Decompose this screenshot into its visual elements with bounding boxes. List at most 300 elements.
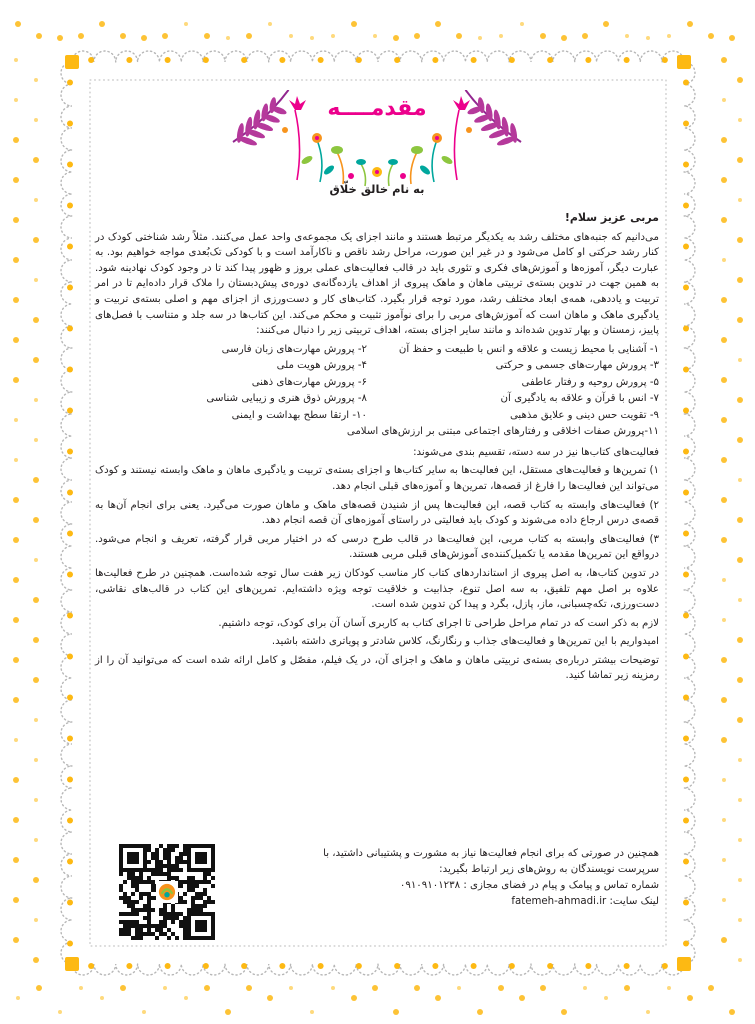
qr-cell <box>211 936 215 940</box>
frame-dot <box>394 963 400 969</box>
decor-dot <box>13 377 19 383</box>
decor-dot <box>34 198 38 202</box>
decor-dot <box>737 77 743 83</box>
frame-dot <box>683 408 689 414</box>
frame-dot <box>318 57 324 63</box>
frame-dot <box>471 963 477 969</box>
design-paragraph: در تدوین کتاب‌ها، به اصل پیروی از استانداردهای کتاب کار مناسب کودکان زیر هفت سال توجه شده‌است. همچنین در طرح فعالیت‌ها علاوه بر اصل مهم تلفیق، به سه اصل تنوع، جذابیت و خلاقیت توجه ویژه داشته‌ایم. تمرین‌های این کتاب در قالب‌های نقاشی، دست‌ورزی، تکه‌چسبانی، ماز، پازل، بگرد و پیدا کن تدوین شده است. <box>95 567 659 611</box>
frame-dot <box>683 736 689 742</box>
qr-cell <box>207 936 211 940</box>
decor-dot <box>33 597 39 603</box>
frame-dot <box>67 900 73 906</box>
frame-dot <box>683 531 689 537</box>
decor-dot <box>721 137 727 143</box>
frame-corner <box>65 957 79 971</box>
goal-item: ۲- پرورش مهارت‌های زبان فارسی <box>221 343 367 355</box>
heading-area <box>95 82 659 212</box>
decor-dot <box>120 985 126 991</box>
frame-dot <box>683 367 689 373</box>
qr-logo-icon <box>156 881 178 903</box>
frame-dot <box>67 244 73 250</box>
qr-cell <box>131 936 135 940</box>
frame-dot <box>683 941 689 947</box>
decor-dot <box>722 578 726 582</box>
hope-paragraph: امیدواریم با این تمرین‌ها و فعالیت‌های جذاب و رنگارنگ، کلاس شادتر و پویاتری داشته باشید. <box>271 636 659 648</box>
qr-cell <box>203 936 207 940</box>
frame-dot <box>624 963 630 969</box>
decor-dot <box>226 36 230 40</box>
frame-dot <box>67 736 73 742</box>
decor-dot <box>57 35 63 41</box>
decor-dot <box>721 57 727 63</box>
decor-dot <box>331 986 335 990</box>
frame-dot <box>683 613 689 619</box>
frame-dot <box>547 57 553 63</box>
qr-cell <box>143 936 147 940</box>
decor-dot <box>738 878 742 882</box>
frame-dot <box>67 654 73 660</box>
decor-dot <box>722 858 726 862</box>
decor-dot <box>34 118 38 122</box>
frame-dot <box>683 203 689 209</box>
qr-cell <box>179 936 183 940</box>
decor-dot <box>737 277 743 283</box>
decor-dot <box>79 986 83 990</box>
decor-dot <box>393 1009 399 1015</box>
decor-dot <box>457 986 461 990</box>
goal-item: ۶- پرورش مهارت‌های ذهنی <box>251 376 367 388</box>
decor-dot <box>583 986 587 990</box>
frame-dot <box>67 859 73 865</box>
decor-dot <box>310 1010 314 1014</box>
frame-dot <box>547 963 553 969</box>
decor-dot <box>13 177 19 183</box>
decor-dot <box>246 985 252 991</box>
decor-dot <box>372 985 378 991</box>
decor-dot <box>393 35 399 41</box>
decor-dot <box>603 21 609 27</box>
decor-dot <box>721 457 727 463</box>
frame-dot <box>241 963 247 969</box>
qr-cell <box>195 936 199 940</box>
intro-paragraph: می‌دانیم که جنبه‌های مختلف رشد به یکدیگر مرتبط هستند و مانند اجزای یک مجموعه‌ی واحد عمل می‌کنند. مثلاً رشد شناختی کودک در کنار رشد حرکتی او کامل می‌شود و در غیر این صورت، مراحل رشد ناقص و ناکارآمد است و با کودکی تک‌بُعدی مواجه خواهیم بود. به عبارت دیگر، آموزه‌ها و آموزش‌های فکری و تئوری باید در قالب فعالیت‌های عملی بروز و ظهور پیدا کند تا در وجود کودک نهادینه شود. به همین جهت در تدوین بسته‌ی تربیتی ماهان و ماهک پیروی از اهداف یازده‌گانه‌ی دوره‌ی پیش‌دبستان را ملاک قرار داده‌ایم تا در امر تربیت و یاددهی، همه‌ی ابعاد مختلف رشد، مورد توجه قرار بگیرد. کتاب‌های کار و دست‌ورزی از اجزای مهم و اصلی بسته‌ی تربیت و یادگیری ماهک و ماهان است که آموزش‌های مربی را برای نوآموز تثبیت و محکم می‌کند. این کتاب‌ها در سه جلد و متناسب با فصل‌های پاییز، زمستان و بهار تدوین شده‌اند و مانند سایر اجزای بسته، اهداف تربیتی زیر را دنبال می‌کنند: <box>95 231 659 337</box>
decor-dot <box>34 838 38 842</box>
frame-dot <box>279 963 285 969</box>
decor-dot <box>13 577 19 583</box>
contact-site-row <box>279 894 659 910</box>
decor-dot <box>738 958 742 962</box>
decor-dot <box>721 697 727 703</box>
decor-dot <box>738 198 742 202</box>
frame-dot <box>683 244 689 250</box>
decor-dot <box>13 217 19 223</box>
decor-dot <box>721 377 727 383</box>
decor-dot <box>13 337 19 343</box>
decor-dot <box>331 34 335 38</box>
phone-label: شماره تماس و پیامک و پیام در فضای مجازی : <box>463 880 659 891</box>
frame-dot <box>67 531 73 537</box>
frame-dot <box>241 57 247 63</box>
decor-dot <box>34 78 38 82</box>
decor-dot <box>737 517 743 523</box>
frame-dot <box>88 57 94 63</box>
qr-cell <box>163 936 167 940</box>
decor-dot <box>729 35 735 41</box>
decor-dot <box>33 237 39 243</box>
decor-dot <box>737 397 743 403</box>
goal-item: ۵- پرورش روحیه و رفتار عاطفی <box>521 376 659 388</box>
decor-dot <box>737 717 743 723</box>
frame-dot <box>683 654 689 660</box>
decor-dot <box>737 557 743 563</box>
decor-dot <box>15 21 21 27</box>
qr-cell <box>191 936 195 940</box>
decor-dot <box>351 995 357 1001</box>
decor-dot <box>624 985 630 991</box>
frame-dot <box>67 449 73 455</box>
decor-dot <box>646 1010 650 1014</box>
decor-dot <box>722 778 726 782</box>
frame-dot <box>203 963 209 969</box>
decor-dot <box>310 36 314 40</box>
decor-dot <box>36 33 42 39</box>
goal-item: ۸- پرورش ذوق هنری و زیبایی شناسی <box>206 393 367 405</box>
qr-code-icon[interactable] <box>119 844 215 940</box>
decor-dot <box>721 537 727 543</box>
frame-dot <box>318 963 324 969</box>
body-text <box>95 210 659 687</box>
frame-dot <box>67 490 73 496</box>
decor-dot <box>34 398 38 402</box>
qr-cell <box>183 936 187 940</box>
decor-dot <box>13 777 19 783</box>
frame-dot <box>67 818 73 824</box>
frame-corner <box>677 55 691 69</box>
page-subtitle: به نام خالق خلّاق <box>329 182 425 196</box>
decor-dot <box>13 937 19 943</box>
decor-dot <box>34 438 38 442</box>
qr-cell <box>147 936 151 940</box>
decor-dot <box>414 985 420 991</box>
decor-dot <box>722 618 726 622</box>
frame-dot <box>471 57 477 63</box>
decor-dot <box>34 718 38 722</box>
decor-dot <box>722 98 726 102</box>
decor-dot <box>456 33 462 39</box>
decor-dot <box>267 995 273 1001</box>
frame-dot <box>662 963 668 969</box>
frame-corner <box>677 957 691 971</box>
decor-dot <box>13 297 19 303</box>
qr-cell <box>187 936 191 940</box>
frame-dot <box>683 326 689 332</box>
decor-dot <box>33 877 39 883</box>
decor-dot <box>36 985 42 991</box>
frame-dot <box>67 121 73 127</box>
categories-intro: فعالیت‌های کتاب‌ها نیز در سه دسته، تقسیم بندی می‌شوند: <box>413 446 659 458</box>
decor-dot <box>646 36 650 40</box>
decor-dot <box>58 1010 62 1014</box>
goal-item: ۹- تقویت حس دینی و علایق مذهبی <box>509 409 659 421</box>
frame-dot <box>683 490 689 496</box>
frame-dot <box>203 57 209 63</box>
decor-dot <box>33 637 39 643</box>
decor-dot <box>184 996 188 1000</box>
content <box>95 82 659 952</box>
decor-dot <box>120 33 126 39</box>
decor-dot <box>34 278 38 282</box>
page-title: مقدمــــه <box>327 96 427 121</box>
frame-dot <box>585 57 591 63</box>
decor-dot <box>268 22 272 26</box>
decor-dot <box>520 22 524 26</box>
qr-cell <box>159 936 163 940</box>
category-item: ۲) فعالیت‌های وابسته به کتاب قصه، این فعالیت‌ها پس از شنیدن قصه‌های ماهک و ماهان صورت می‌گیرد. یعنی برای انجام آن‌ها به قصه‌ی درس ارجاع داده می‌شوند و کودک باید فعالیتی در راستای آموزه‌های آن قصه انجام دهد. <box>95 499 659 527</box>
frame-dot <box>683 695 689 701</box>
frame-dot <box>279 57 285 63</box>
frame-dot <box>394 57 400 63</box>
decor-dot <box>78 33 84 39</box>
decor-dot <box>435 995 441 1001</box>
decor-dot <box>729 1009 735 1015</box>
note-paragraph: لازم به ذکر است که در تمام مراحل طراحی تا اجرای کتاب به کاربری آسان آن برای کودک، توجه داشتیم. <box>218 617 659 629</box>
frame-dot <box>356 57 362 63</box>
decor-dot <box>99 21 105 27</box>
contact-block <box>279 846 659 910</box>
decor-dot <box>721 297 727 303</box>
decor-dot <box>721 217 727 223</box>
decor-dot <box>34 798 38 802</box>
frame-dot <box>67 572 73 578</box>
decor-dot <box>721 737 727 743</box>
decor-dot <box>33 517 39 523</box>
frame-dot <box>356 963 362 969</box>
phone-number[interactable]: ۰۹۱۰۹۱۰۱۲۳۸ <box>399 880 461 891</box>
frame-dot <box>88 963 94 969</box>
decor-dot <box>373 34 377 38</box>
decor-dot <box>667 986 671 990</box>
qr-cell <box>171 936 175 940</box>
frame-dot <box>624 57 630 63</box>
goal-item: ۱- آشنایی با محیط زیست و علاقه و انس با طبیعت و حفظ آن <box>398 343 659 355</box>
goal-item: ۱۱-پرورش صفات اخلاقی و رفتارهای اجتماعی مبتنی بر ارزش‌های اسلامی <box>346 426 659 438</box>
frame-dot <box>67 326 73 332</box>
frame-dot <box>683 859 689 865</box>
frame-dot <box>509 963 515 969</box>
more-paragraph: توضیحات بیشتر درباره‌ی بسته‌ی تربیتی ماهان و ماهک و اجزای آن، در یک فیلم، مفصّل و کامل ارائه شده است که می‌توانید آن را از رمزینه زیر تماشا کنید. <box>95 654 659 682</box>
decor-dot <box>14 738 18 742</box>
decor-dot <box>721 337 727 343</box>
qr-cell <box>175 936 179 940</box>
decor-dot <box>708 985 714 991</box>
frame-dot <box>126 57 132 63</box>
decor-dot <box>14 98 18 102</box>
frame-dot <box>662 57 668 63</box>
decor-dot <box>561 35 567 41</box>
decor-dot <box>13 857 19 863</box>
decor-dot <box>14 58 18 62</box>
decor-dot <box>435 21 441 27</box>
decor-dot <box>499 34 503 38</box>
decor-dot <box>477 1009 483 1015</box>
frame-dot <box>67 203 73 209</box>
decor-dot <box>414 33 420 39</box>
decor-dot <box>14 418 18 422</box>
frame-dot <box>432 963 438 969</box>
decor-dot <box>246 33 252 39</box>
site-label: لینک سایت: <box>609 896 659 907</box>
frame-corner <box>65 55 79 69</box>
decor-dot <box>722 818 726 822</box>
decor-dot <box>34 918 38 922</box>
decor-dot <box>519 995 525 1001</box>
frame-dot <box>683 449 689 455</box>
decor-dot <box>737 437 743 443</box>
decor-dot <box>708 33 714 39</box>
decor-dot <box>722 258 726 262</box>
decor-dot <box>738 758 742 762</box>
decor-dot <box>204 985 210 991</box>
frame-dot <box>509 57 515 63</box>
decor-dot <box>13 697 19 703</box>
decor-dot <box>13 537 19 543</box>
decor-dot <box>498 985 504 991</box>
decor-dot <box>142 1010 146 1014</box>
decor-dot <box>33 357 39 363</box>
site-link[interactable]: fatemeh-ahmadi.ir <box>511 896 607 907</box>
decor-dot <box>738 598 742 602</box>
frame-dot <box>67 285 73 291</box>
frame-dot <box>67 777 73 783</box>
frame-dot <box>165 963 171 969</box>
frame-dot <box>165 57 171 63</box>
decor-dot <box>738 798 742 802</box>
goal-item: ۴- پرورش هویت ملی <box>276 360 367 372</box>
decor-dot <box>738 838 742 842</box>
decor-dot <box>14 458 18 462</box>
qr-cell <box>119 936 123 940</box>
frame-dot <box>683 285 689 291</box>
decor-dot <box>625 34 629 38</box>
decor-dot <box>33 477 39 483</box>
decor-dot <box>34 558 38 562</box>
decor-dot <box>289 34 293 38</box>
decor-dot <box>33 157 39 163</box>
qr-cell <box>155 936 159 940</box>
decor-dot <box>738 478 742 482</box>
qr-cell <box>167 936 171 940</box>
goal-item: ۱۰- ارتقا سطح بهداشت و ایمنی <box>231 409 367 421</box>
frame-dot <box>67 162 73 168</box>
decor-dot <box>13 897 19 903</box>
greeting: مربی عزیز سلام! <box>564 211 659 224</box>
frame-dot <box>67 80 73 86</box>
decor-dot <box>13 617 19 623</box>
decor-dot <box>737 157 743 163</box>
decor-dot <box>667 34 671 38</box>
decor-dot <box>204 33 210 39</box>
category-item: ۳) فعالیت‌های وابسته به کتاب مربی، این فعالیت‌ها در قالب طرح درسی که در اختیار مربی قرار گرفته، تعریف و انجام می‌شود. درواقع این تمرین‌ها مقدمه یا تکمیل‌کننده‌ی آموزش‌های قبلی مربی هستند. <box>95 533 659 561</box>
decor-dot <box>737 677 743 683</box>
decor-dot <box>141 35 147 41</box>
decor-dot <box>738 118 742 122</box>
frame-dot <box>683 777 689 783</box>
decor-dot <box>478 36 482 40</box>
decor-dot <box>225 1009 231 1015</box>
category-item: ۱) تمرین‌ها و فعالیت‌های مستقل، این فعالیت‌ها به سایر کتاب‌ها و اجزای بسته‌ی تربیت و یادگیری ماهان و ماهک وابسته نیستند و کودک می‌تواند این فعالیت‌ها را فارغ از قصه‌ها، تمرین‌ها و آموزه‌های قبلی انجام دهد. <box>95 465 659 492</box>
frame-dot <box>683 818 689 824</box>
frame-dot <box>67 695 73 701</box>
decor-dot <box>100 996 104 1000</box>
decor-dot <box>721 657 727 663</box>
qr-cell <box>123 936 127 940</box>
decor-dot <box>737 237 743 243</box>
frame-dot <box>67 408 73 414</box>
decor-dot <box>13 817 19 823</box>
decor-dot <box>289 986 293 990</box>
decor-dot <box>13 257 19 263</box>
frame-dot <box>683 80 689 86</box>
decor-dot <box>687 21 693 27</box>
decor-dot <box>351 21 357 27</box>
decor-dot <box>13 657 19 663</box>
decor-dot <box>721 417 727 423</box>
decor-dot <box>13 137 19 143</box>
frame-dot <box>126 963 132 969</box>
decor-dot <box>737 637 743 643</box>
decor-dot <box>721 937 727 943</box>
decor-dot <box>184 22 188 26</box>
frame-dot <box>432 57 438 63</box>
decor-dot <box>738 918 742 922</box>
contact-phone-row <box>279 878 659 894</box>
qr-cell <box>139 936 143 940</box>
qr-cell <box>151 936 155 940</box>
qr-cell <box>199 936 203 940</box>
goals-list <box>95 342 659 441</box>
decor-dot <box>162 33 168 39</box>
decor-dot <box>687 995 693 1001</box>
decor-dot <box>738 358 742 362</box>
frame-dot <box>585 963 591 969</box>
decor-dot <box>540 33 546 39</box>
frame-dot <box>683 900 689 906</box>
decor-dot <box>604 996 608 1000</box>
frame-dot <box>683 572 689 578</box>
contact-line: همچنین در صورتی که برای انجام فعالیت‌ها نیاز به مشورت و پشتیبانی داشتید، با سرپرست نویسندگان به روش‌های زیر ارتباط بگیرید: <box>323 848 659 875</box>
decor-dot <box>33 677 39 683</box>
decor-dot <box>722 898 726 902</box>
decor-dot <box>721 177 727 183</box>
frame-dot <box>67 367 73 373</box>
decor-dot <box>737 317 743 323</box>
goal-item: ۷- انس با قرآن و علاقه به یادگیری آن <box>500 393 659 405</box>
decor-dot <box>721 497 727 503</box>
decor-dot <box>33 317 39 323</box>
frame-dot <box>683 162 689 168</box>
qr-cell <box>127 936 131 940</box>
frame-dot <box>67 613 73 619</box>
decor-dot <box>582 33 588 39</box>
qr-cell <box>135 936 139 940</box>
decor-dot <box>163 986 167 990</box>
frame-dot <box>67 941 73 947</box>
decor-dot <box>33 957 39 963</box>
decor-dot <box>13 497 19 503</box>
frame-dot <box>683 121 689 127</box>
decor-dot <box>561 1009 567 1015</box>
decor-dot <box>540 985 546 991</box>
